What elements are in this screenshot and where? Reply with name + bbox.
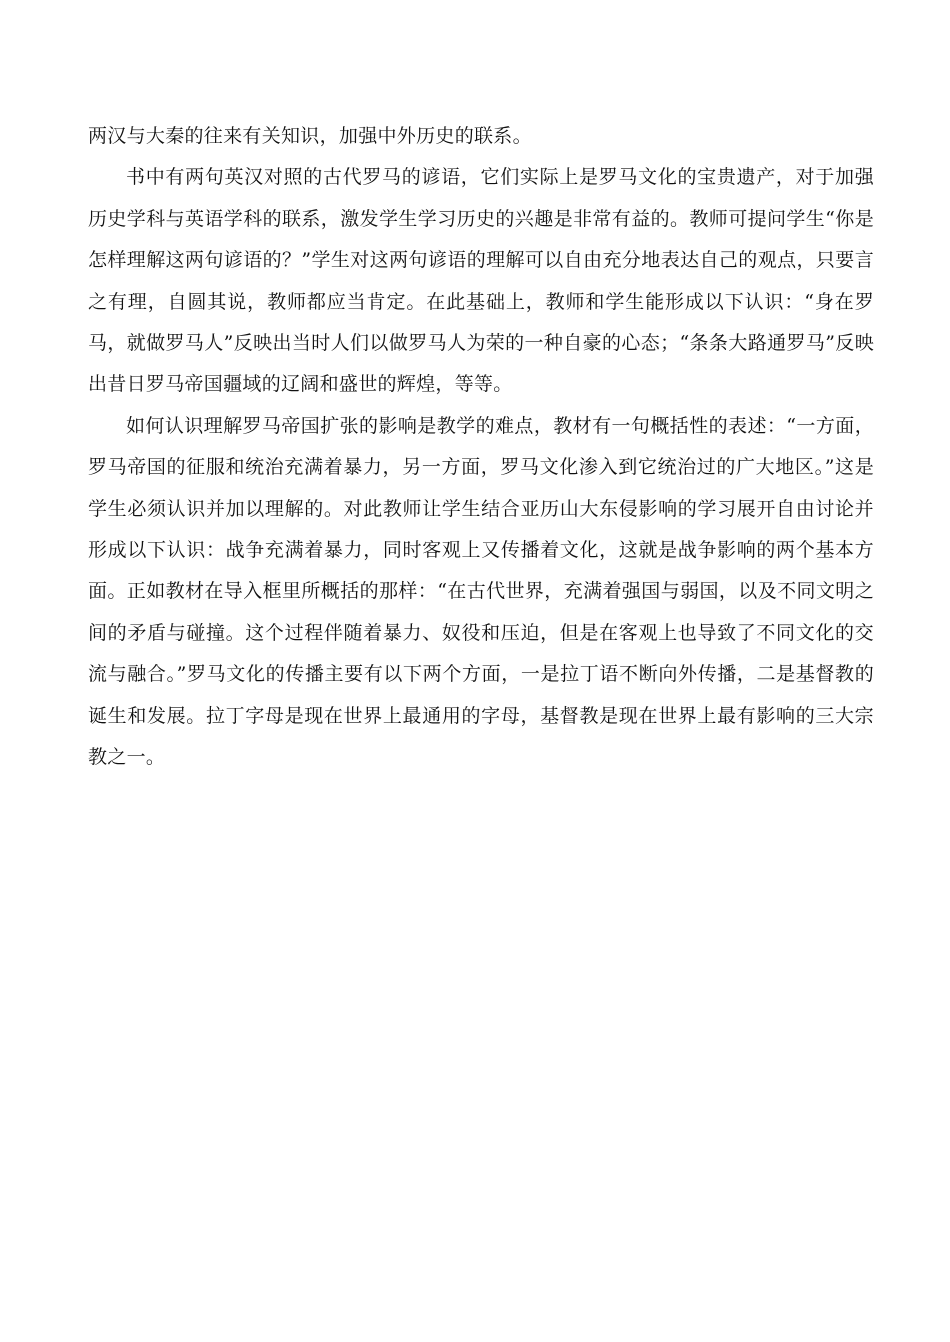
paragraph-2: 书中有两句英汉对照的古代罗马的谚语，它们实际上是罗马文化的宝贵遗产，对于加强历史学科与英语学科的联系，激发学生学习历史的兴趣是非常有益的。教师可提问学生“你是怎样理解这两句谚语的？”学生对这两句谚语的理解可以自由充分地表达自己的观点，只要言之有理，自圆其说，教师都应当肯定。在此基础上，教师和学生能形成以下认识：“身在罗马，就做罗马人”反映出当时人们以做罗马人为荣的一种自豪的心态；“条条大路通罗马”反映出昔日罗马帝国疆域的辽阔和盛世的辉煌，等等。 <box>88 166 874 396</box>
paragraph-3: 如何认识理解罗马帝国扩张的影响是教学的难点，教材有一句概括性的表述：“一方面，罗马帝国的征服和统治充满着暴力，另一方面，罗马文化渗入到它统治过的广大地区。”这是学生必须认识并加以理解的。对此教师让学生结合亚历山大东侵影响的学习展开自由讨论并形成以下认识：战争充满着暴力，同时客观上又传播着文化，这就是战争影响的两个基本方面。正如教材在导入框里所概括的那样：“在古代世界，充满着强国与弱国，以及不同文明之间的矛盾与碰撞。这个过程伴随着暴力、奴役和压迫，但是在客观上也导致了不同文化的交流与融合。”罗马文化的传播主要有以下两个方面，一是拉丁语不断向外传播，二是基督教的诞生和发展。拉丁字母是现在世界上最通用的字母，基督教是现在世界上最有影响的三大宗教之一。 <box>88 414 874 769</box>
document-body <box>88 116 874 779</box>
paragraph-1: 两汉与大秦的往来有关知识，加强中外历史的联系。 <box>88 125 532 147</box>
